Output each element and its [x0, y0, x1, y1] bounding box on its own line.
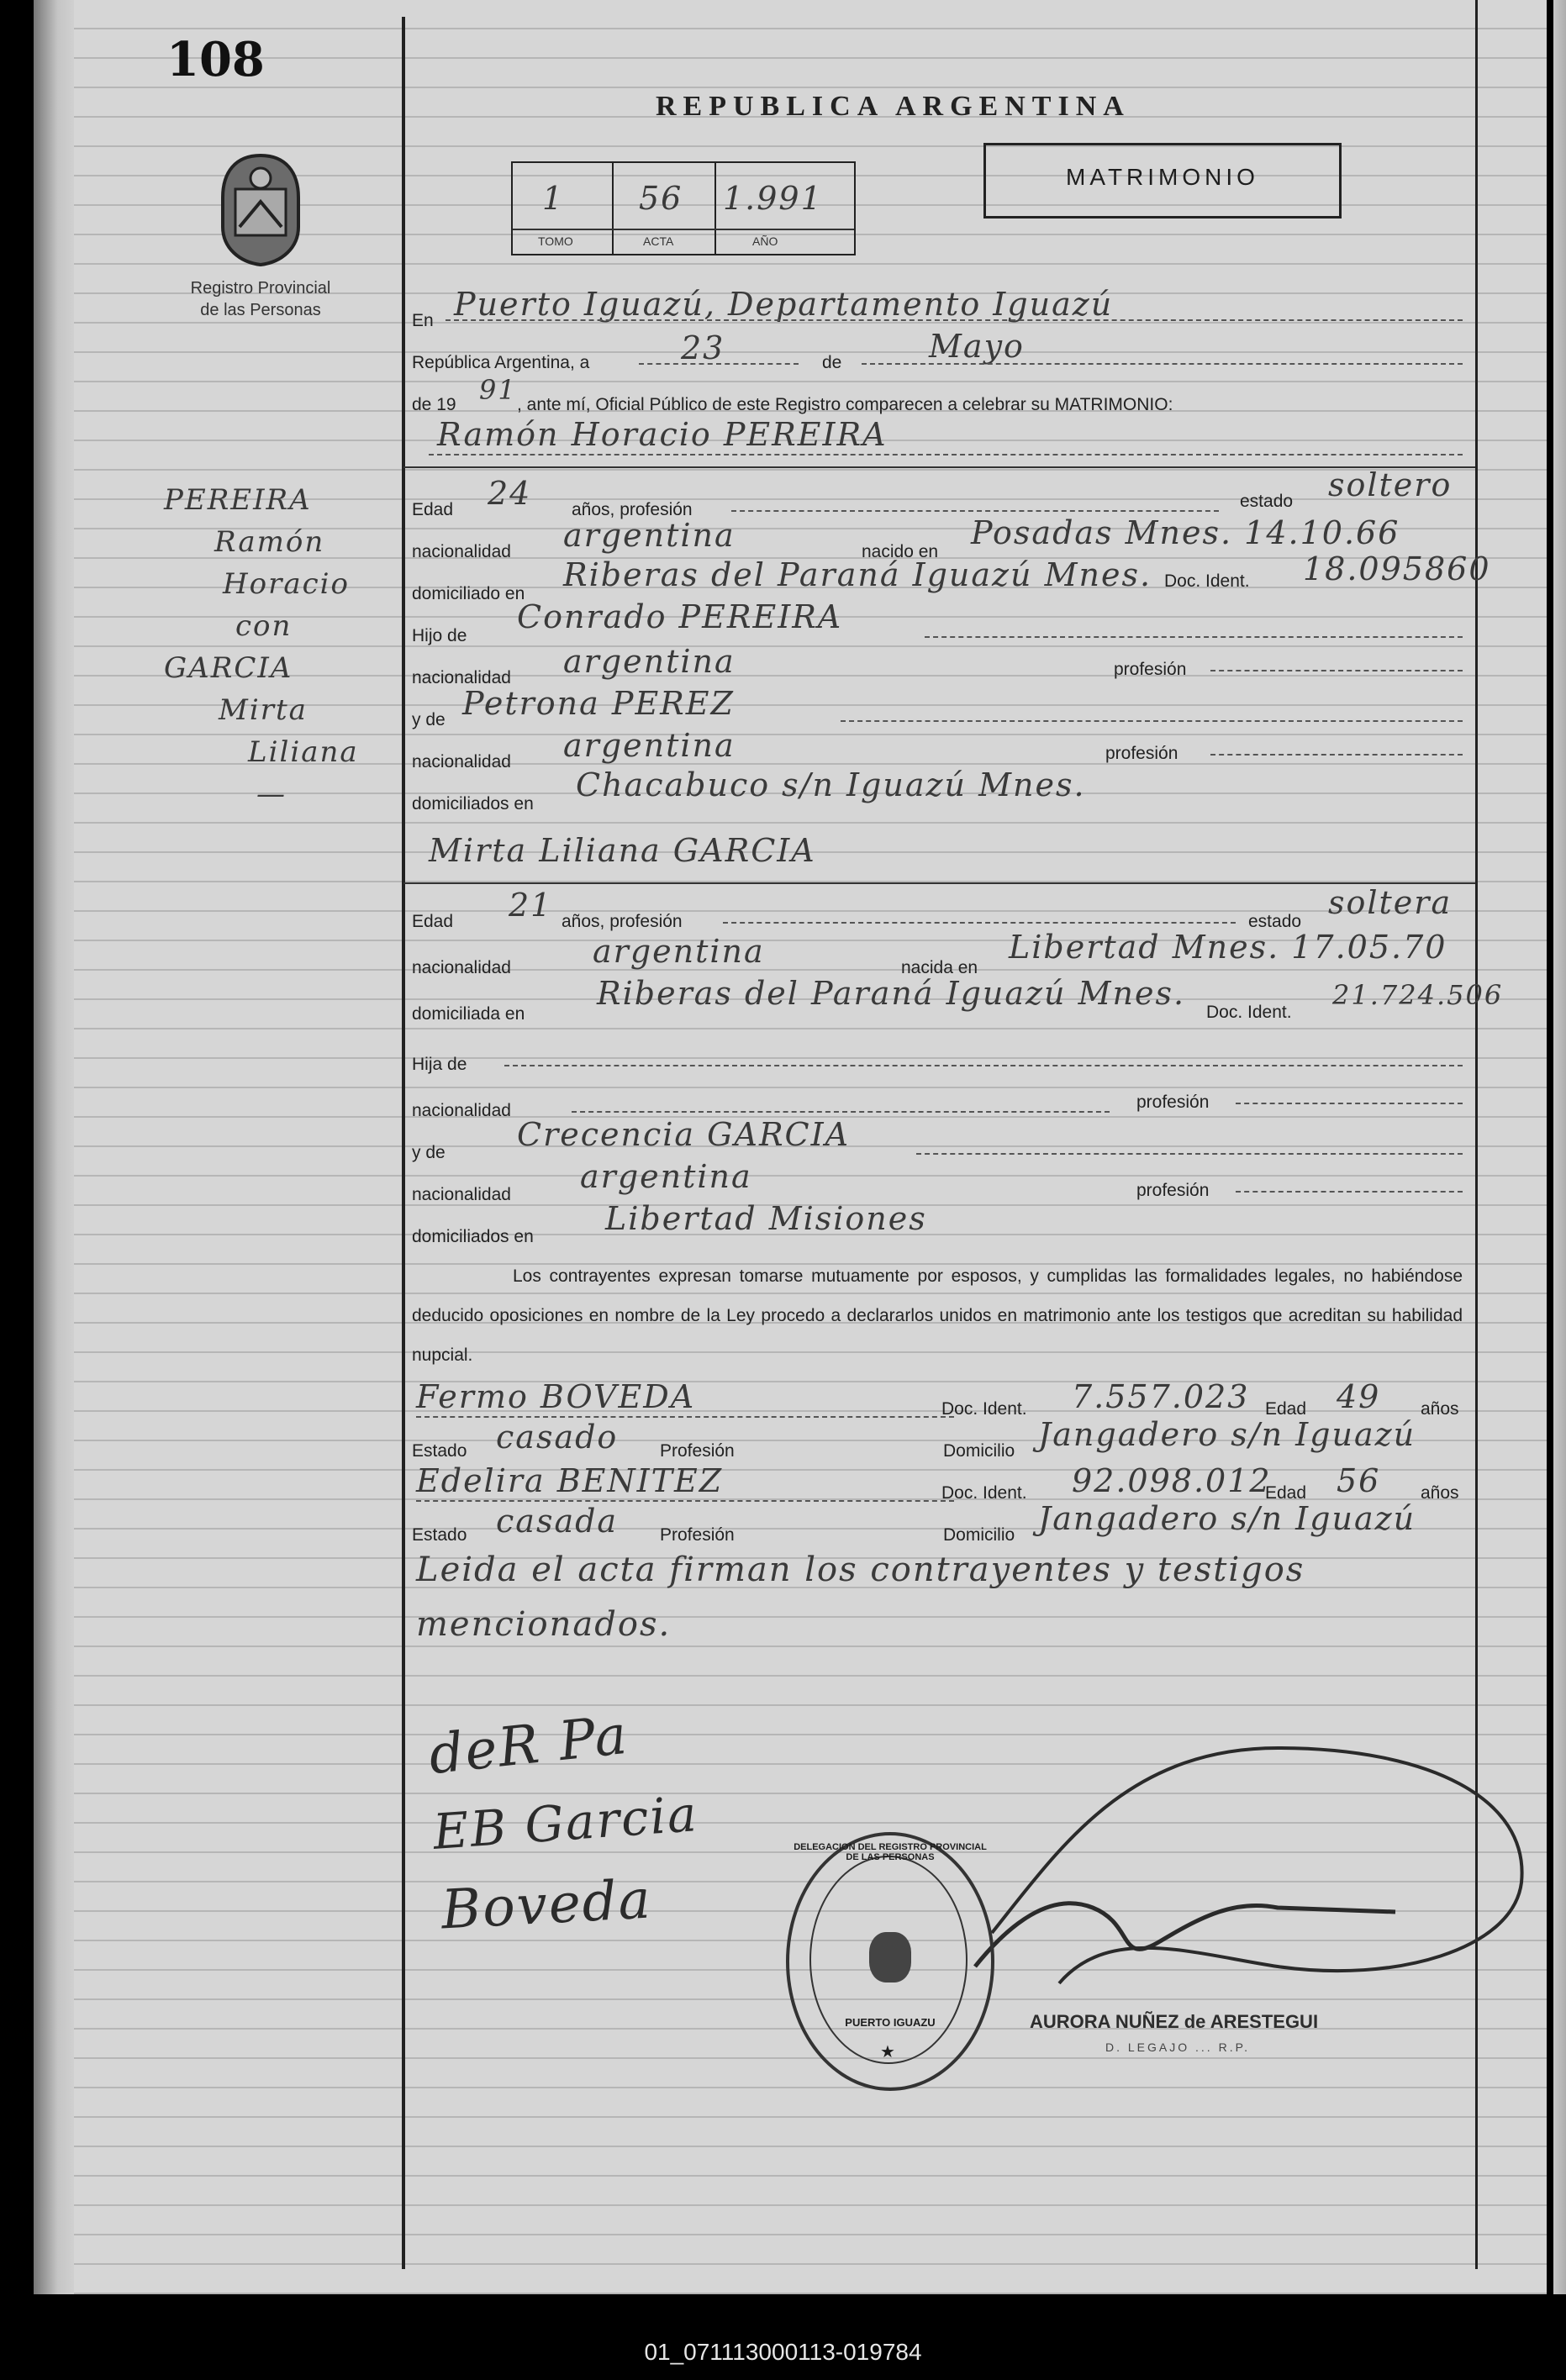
page-right-edge: [1553, 0, 1566, 2294]
bride-mother-line: [916, 1153, 1463, 1155]
record-label-rule: [513, 229, 854, 230]
witness2-estado-label: Estado: [412, 1525, 467, 1545]
witness2-profesion-label: Profesión: [660, 1525, 735, 1545]
day-value: 23: [681, 329, 725, 366]
margin-note-line: Ramón: [214, 525, 325, 559]
page-number: 108: [166, 32, 265, 87]
groom-mother-profesion-label: profesión: [1105, 744, 1178, 763]
registry-line2: de las Personas: [200, 301, 321, 319]
acta-value: 56: [639, 180, 683, 217]
groom-address: Riberas del Paraná Iguazú Mnes.: [563, 556, 1152, 593]
signature-3: Boveda: [440, 1868, 654, 1942]
margin-note-line: —: [256, 777, 287, 811]
groom-age: 24: [488, 475, 532, 512]
witness1-estado: casado: [496, 1419, 619, 1456]
bride-estado-label: estado: [1248, 912, 1302, 931]
bride-father-profesion-label: profesión: [1136, 1093, 1210, 1112]
bride-domiciliada-label: domiciliada en: [412, 1004, 525, 1024]
witness2-name-line: [416, 1500, 954, 1502]
stamp-text: DELEGACION DEL REGISTRO PROVINCIAL DE LAS PERSONAS: [794, 1842, 987, 1862]
margin-note-line: GARCIA: [164, 651, 293, 685]
groom-domiciliado-label: domiciliado en: [412, 584, 525, 603]
bride-anios-label: años, profesión: [562, 912, 683, 931]
year-suffix: 91: [479, 374, 517, 406]
margin-note-line: Liliana: [248, 735, 359, 769]
declaration-text: Los contrayentes expresan tomarse mutuamente por esposos, y cumplidas las formalidades legales, no habiéndose deducido oposiciones en nombre de la Ley procedo a declararlos unidos en matrimonio ante los testigos que acreditan su habilidad nupcial.: [412, 1266, 1463, 1365]
registry-name: [160, 277, 361, 321]
record-divider-2: [714, 163, 716, 254]
bride-father-line: [504, 1065, 1463, 1066]
witness2-estado: casada: [496, 1503, 619, 1540]
bride-estado: soltera: [1328, 884, 1453, 921]
groom-estado: soltero: [1328, 466, 1453, 503]
witness2-domicilio: Jangadero s/n Iguazú: [1038, 1500, 1416, 1537]
groom-name-line: [429, 454, 1463, 455]
groom-hijo-label: Hijo de: [412, 626, 467, 645]
en-label: En: [412, 311, 434, 330]
witness1-doc-label: Doc. Ident.: [941, 1399, 1027, 1419]
margin-note-line: con: [235, 609, 293, 643]
groom-section-rule: [403, 466, 1475, 468]
year-prefix: de 19: [412, 395, 456, 414]
groom-mother-profession-line: [1210, 754, 1463, 756]
groom-name: Ramón Horacio PEREIRA: [437, 416, 888, 453]
witness2-doc: 92.098.012: [1072, 1462, 1272, 1499]
witness1-age: 49: [1337, 1378, 1381, 1415]
month-value: Mayo: [929, 328, 1025, 365]
officer-signature-icon: [958, 1714, 1547, 2034]
witness1-doc: 7.557.023: [1072, 1378, 1250, 1415]
country-title: REPUBLICA ARGENTINA: [656, 91, 1131, 122]
bride-address: Riberas del Paraná Iguazú Mnes.: [597, 975, 1186, 1012]
witness1-name-line: [416, 1416, 954, 1418]
groom-father: Conrado PEREIRA: [517, 598, 843, 635]
groom-father-line: [925, 636, 1463, 638]
groom-mother-nat-label: nacionalidad: [412, 752, 511, 771]
groom-mother-nat: argentina: [563, 727, 736, 764]
bride-father-nat-line: [572, 1111, 1110, 1113]
month-line: [862, 363, 1463, 365]
bride-y-de-label: y de: [412, 1143, 446, 1162]
witness2-doc-label: Doc. Ident.: [941, 1483, 1027, 1503]
officer-title: D. LEGAJO ... R.P.: [1105, 2040, 1251, 2054]
witness2-age: 56: [1337, 1462, 1381, 1499]
record-numbers-box: [511, 161, 856, 255]
groom-doc-label: Doc. Ident.: [1164, 571, 1250, 591]
groom-nationality: argentina: [563, 517, 736, 554]
bride-hija-label: Hija de: [412, 1055, 467, 1074]
registry-line1: Registro Provincial: [190, 279, 331, 298]
bride-doc: 21.724.506: [1332, 979, 1504, 1011]
bride-nationality: argentina: [593, 933, 765, 970]
signature-2: EB Garcia: [431, 1785, 700, 1861]
witness2-edad-label: Edad: [1265, 1483, 1307, 1503]
opening-statement: , ante mí, Oficial Público de este Registro comparecen a celebrar su MATRIMONIO:: [517, 395, 1173, 414]
groom-born: Posadas Mnes. 14.10.66: [971, 514, 1400, 551]
republica-label: República Argentina, a: [412, 353, 590, 372]
groom-profession-line: [731, 510, 1219, 512]
groom-mother: Petrona PEREZ: [462, 685, 735, 722]
groom-parents-address: Chacabuco s/n Iguazú Mnes.: [576, 766, 1086, 803]
stamp-star-icon: ★: [880, 2043, 895, 2061]
act-type-box: [983, 143, 1342, 219]
bride-edad-label: Edad: [412, 912, 454, 931]
tomo-label: TOMO: [538, 234, 573, 248]
anio-label: AÑO: [752, 234, 778, 248]
officer-name: AURORA NUÑEZ de ARESTEGUI: [1030, 2011, 1319, 2032]
witness1-anios-label: años: [1421, 1399, 1459, 1419]
groom-estado-label: estado: [1240, 492, 1294, 511]
bride-doc-label: Doc. Ident.: [1206, 1003, 1292, 1022]
bride-nacionalidad-label: nacionalidad: [412, 958, 511, 977]
groom-father-nat-label: nacionalidad: [412, 668, 511, 687]
witness1-profesion-label: Profesión: [660, 1441, 735, 1461]
official-stamp: [786, 1832, 994, 2091]
bride-parents-address: Libertad Misiones: [605, 1200, 927, 1237]
groom-nacido-label: nacido en: [862, 542, 939, 561]
bride-section-rule: [403, 882, 1475, 884]
groom-father-nat: argentina: [563, 643, 736, 680]
margin-divider: [402, 17, 405, 2269]
groom-domiciliados-label: domiciliados en: [412, 794, 534, 814]
bride-mother: Crecencia GARCIA: [517, 1116, 851, 1153]
bride-father-nat-label: nacionalidad: [412, 1101, 511, 1120]
bride-profession-line: [723, 922, 1236, 924]
groom-edad-label: Edad: [412, 500, 454, 519]
bride-name: Mirta Liliana GARCIA: [429, 832, 816, 869]
acta-label: ACTA: [643, 234, 674, 248]
footer-filename: 01_071113000113-019784: [644, 2339, 922, 2365]
witness1-domicilio-label: Domicilio: [943, 1441, 1015, 1461]
stamp-crest-icon: [869, 1932, 911, 1982]
groom-doc: 18.095860: [1303, 550, 1491, 587]
groom-mother-line: [841, 720, 1463, 722]
witness1-edad-label: Edad: [1265, 1399, 1307, 1419]
groom-anios-label: años, profesión: [572, 500, 693, 519]
anio-value: 1.991: [723, 180, 823, 217]
witness2-anios-label: años: [1421, 1483, 1459, 1503]
bride-domiciliados-label: domiciliados en: [412, 1227, 534, 1246]
witness1-name: Fermo BOVEDA: [416, 1378, 696, 1415]
record-divider-1: [612, 163, 614, 254]
place-value: Puerto Iguazú, Departamento Iguazú: [454, 286, 1114, 323]
margin-note-line: PEREIRA: [164, 483, 312, 517]
bride-age: 21: [509, 887, 553, 924]
bride-born: Libertad Mnes. 17.05.70: [1009, 929, 1447, 966]
day-line: [639, 363, 799, 365]
bride-mother-nat-label: nacionalidad: [412, 1185, 511, 1204]
closing-line1: Leida el acta firman los contrayentes y testigos: [416, 1551, 1305, 1589]
de-label: de: [822, 353, 842, 372]
place-line: [446, 319, 1463, 321]
margin-note-line: Horacio: [223, 567, 351, 601]
groom-y-de-label: y de: [412, 710, 446, 729]
witness2-domicilio-label: Domicilio: [943, 1525, 1015, 1545]
register-page: [34, 0, 1547, 2294]
witness2-name: Edelira BENITEZ: [416, 1462, 724, 1499]
margin-note-line: Mirta: [219, 693, 308, 727]
page-binding-edge: [34, 0, 74, 2294]
bride-mother-nat: argentina: [580, 1158, 752, 1195]
stamp-bottom-text: PUERTO IGUAZU: [845, 2016, 936, 2029]
groom-father-profession-line: [1210, 670, 1463, 671]
witness1-domicilio: Jangadero s/n Iguazú: [1038, 1416, 1416, 1453]
margin-note: [164, 483, 382, 819]
bride-mother-profesion-label: profesión: [1136, 1181, 1210, 1200]
closing-line2: mencionados.: [416, 1605, 672, 1644]
bride-father-profession-line: [1236, 1103, 1463, 1104]
crest-icon: [214, 151, 307, 269]
witness1-estado-label: Estado: [412, 1441, 467, 1461]
groom-father-profesion-label: profesión: [1114, 660, 1187, 679]
groom-nacionalidad-label: nacionalidad: [412, 542, 511, 561]
tomo-value: 1: [542, 180, 565, 217]
act-type-label: MATRIMONIO: [1066, 164, 1259, 190]
bride-nacida-label: nacida en: [901, 958, 978, 977]
signature-1: deR Pa: [425, 1703, 631, 1788]
bride-mother-profession-line: [1236, 1191, 1463, 1193]
